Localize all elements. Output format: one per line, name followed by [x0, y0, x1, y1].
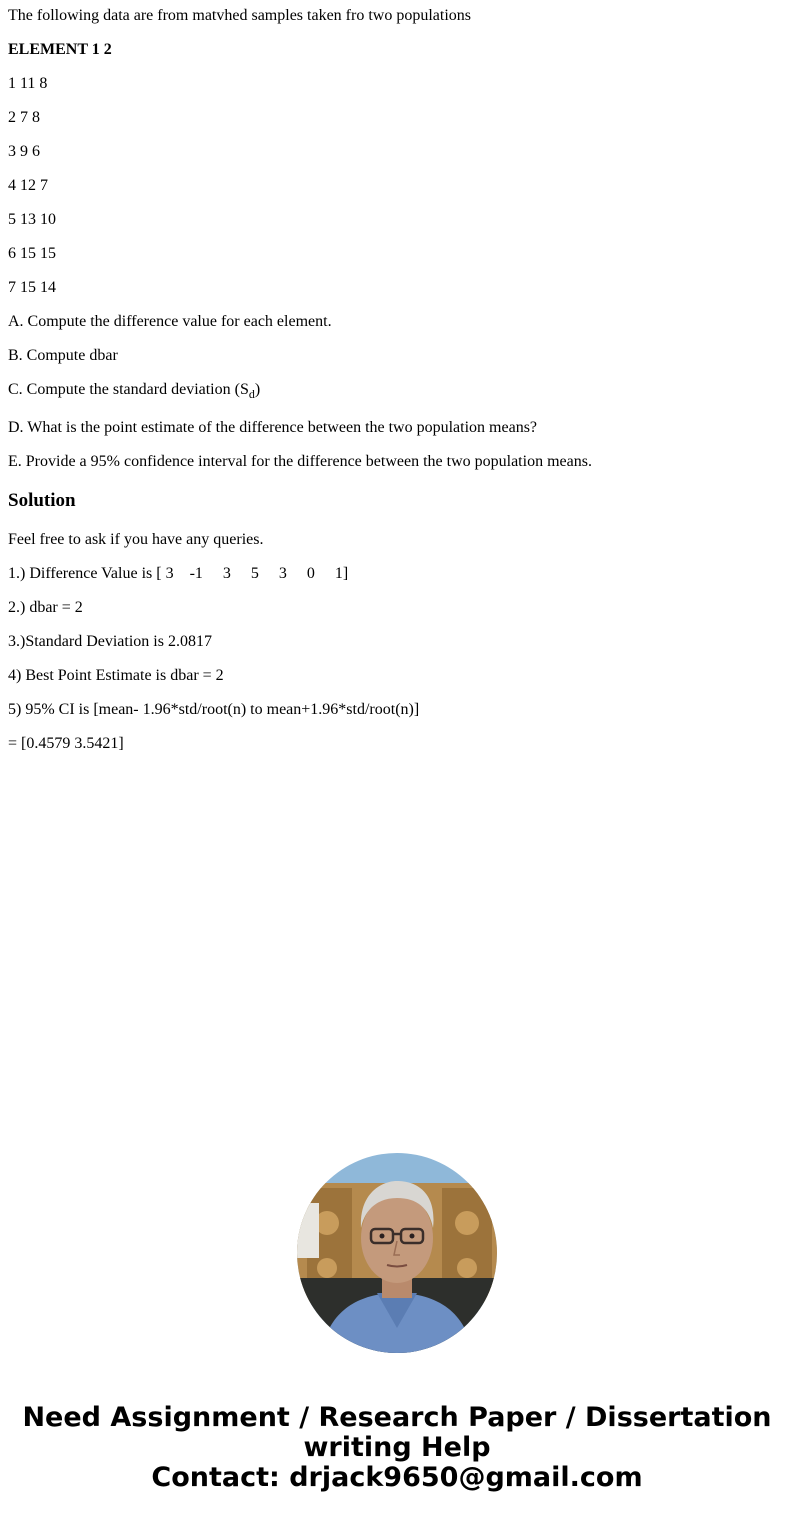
part-c-text: C. Compute the standard deviation (S	[8, 381, 249, 398]
data-row: 1 11 8	[8, 75, 48, 92]
question-part-a: A. Compute the difference value for each element.	[8, 313, 332, 330]
solution-line: 2.) dbar = 2	[8, 599, 83, 616]
solution-line: Feel free to ask if you have any queries.	[8, 531, 264, 548]
advert-banner	[0, 1403, 794, 1493]
advert-line: writing Help	[303, 1432, 491, 1463]
solution-line: 3.)Standard Deviation is 2.0817	[8, 633, 212, 650]
question-part-b: B. Compute dbar	[8, 347, 118, 364]
question-intro: The following data are from matvhed samples taken fro two populations	[8, 7, 471, 24]
part-c-close: )	[254, 381, 261, 398]
part-c-subscript: d	[248, 387, 255, 401]
data-row: 7 15 14	[8, 279, 56, 296]
advert-contact: Contact: drjack9650@gmail.com	[151, 1462, 643, 1493]
solution-line: 1.) Difference Value is [ 3 -1 3 5 3 0 1]	[8, 565, 349, 582]
solution-line: 4) Best Point Estimate is dbar = 2	[8, 667, 224, 684]
question-part-d: D. What is the point estimate of the difference between the two population means?	[8, 419, 538, 436]
portrait-illustration	[297, 1153, 497, 1353]
advert-line: Need Assignment / Research Paper / Dissertation	[22, 1402, 772, 1433]
solution-line: = [0.4579 3.5421]	[8, 735, 124, 752]
question-part-c	[8, 381, 260, 399]
author-photo	[297, 1153, 497, 1353]
data-row: 6 15 15	[8, 245, 56, 262]
table-header: ELEMENT 1 2	[8, 41, 112, 58]
solution-heading: Solution	[8, 490, 76, 511]
data-row: 4 12 7	[8, 177, 48, 194]
data-row: 5 13 10	[8, 211, 56, 228]
data-row: 2 7 8	[8, 109, 40, 126]
question-part-e: E. Provide a 95% confidence interval for the difference between the two population means.	[8, 453, 592, 470]
data-row: 3 9 6	[8, 143, 40, 160]
solution-line: 5) 95% CI is [mean- 1.96*std/root(n) to mean+1.96*std/root(n)]	[8, 701, 420, 718]
